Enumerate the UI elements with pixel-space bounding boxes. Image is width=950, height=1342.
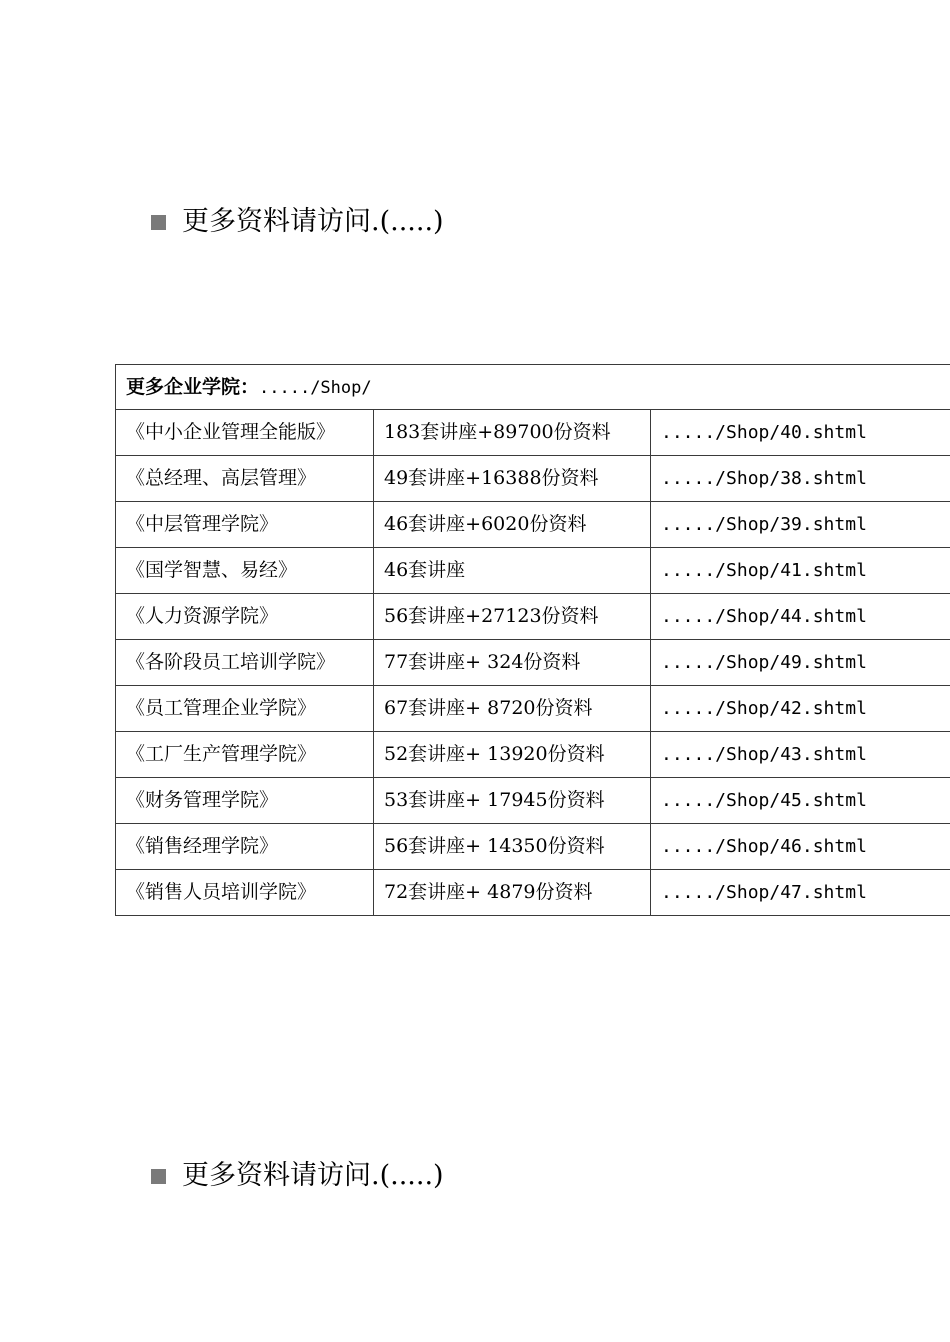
table-header-row: [116, 365, 950, 410]
course-link[interactable]: ...../Shop/38.shtml: [651, 456, 950, 502]
course-link[interactable]: ...../Shop/43.shtml: [651, 732, 950, 778]
table-row: [116, 640, 950, 686]
table-row: [116, 502, 950, 548]
course-name: 《员工管理企业学院》: [116, 686, 374, 732]
course-name: 《总经理、高层管理》: [116, 456, 374, 502]
notice-top: [151, 205, 444, 239]
course-name: 《销售人员培训学院》: [116, 870, 374, 916]
course-content: 56套讲座+27123份资料: [374, 594, 651, 640]
notice-bottom-text: 更多资料请访问.(.....): [182, 1160, 444, 1191]
course-name: 《财务管理学院》: [116, 778, 374, 824]
notice-bottom: [151, 1159, 444, 1193]
course-content: 52套讲座+ 13920份资料: [374, 732, 651, 778]
table-row: [116, 778, 950, 824]
course-content: 49套讲座+16388份资料: [374, 456, 651, 502]
course-name: 《工厂生产管理学院》: [116, 732, 374, 778]
course-link[interactable]: ...../Shop/47.shtml: [651, 870, 950, 916]
course-link[interactable]: ...../Shop/49.shtml: [651, 640, 950, 686]
table-row: [116, 732, 950, 778]
header-label: 更多企业学院：: [126, 376, 260, 398]
square-bullet-icon: [151, 215, 166, 230]
table-row: [116, 870, 950, 916]
course-content: 72套讲座+ 4879份资料: [374, 870, 651, 916]
course-link[interactable]: ...../Shop/41.shtml: [651, 548, 950, 594]
course-content: 183套讲座+89700份资料: [374, 410, 651, 456]
table-header-cell: [116, 365, 950, 410]
table-row: [116, 686, 950, 732]
header-link[interactable]: ...../Shop/: [259, 378, 372, 398]
course-link[interactable]: ...../Shop/39.shtml: [651, 502, 950, 548]
course-link[interactable]: ...../Shop/44.shtml: [651, 594, 950, 640]
course-link[interactable]: ...../Shop/45.shtml: [651, 778, 950, 824]
table-row: [116, 548, 950, 594]
course-name: 《中层管理学院》: [116, 502, 374, 548]
course-link[interactable]: ...../Shop/40.shtml: [651, 410, 950, 456]
table-row: [116, 824, 950, 870]
table-row: [116, 410, 950, 456]
course-name: 《人力资源学院》: [116, 594, 374, 640]
course-content: 67套讲座+ 8720份资料: [374, 686, 651, 732]
course-name: 《销售经理学院》: [116, 824, 374, 870]
table-row: [116, 456, 950, 502]
courses-table: [115, 364, 950, 916]
course-content: 46套讲座: [374, 548, 651, 594]
course-content: 56套讲座+ 14350份资料: [374, 824, 651, 870]
square-bullet-icon: [151, 1169, 166, 1184]
course-content: 46套讲座+6020份资料: [374, 502, 651, 548]
course-name: 《各阶段员工培训学院》: [116, 640, 374, 686]
course-link[interactable]: ...../Shop/46.shtml: [651, 824, 950, 870]
course-name: 《国学智慧、易经》: [116, 548, 374, 594]
course-name: 《中小企业管理全能版》: [116, 410, 374, 456]
table-row: [116, 594, 950, 640]
course-content: 53套讲座+ 17945份资料: [374, 778, 651, 824]
course-link[interactable]: ...../Shop/42.shtml: [651, 686, 950, 732]
course-content: 77套讲座+ 324份资料: [374, 640, 651, 686]
notice-top-text: 更多资料请访问.(.....): [182, 206, 444, 237]
